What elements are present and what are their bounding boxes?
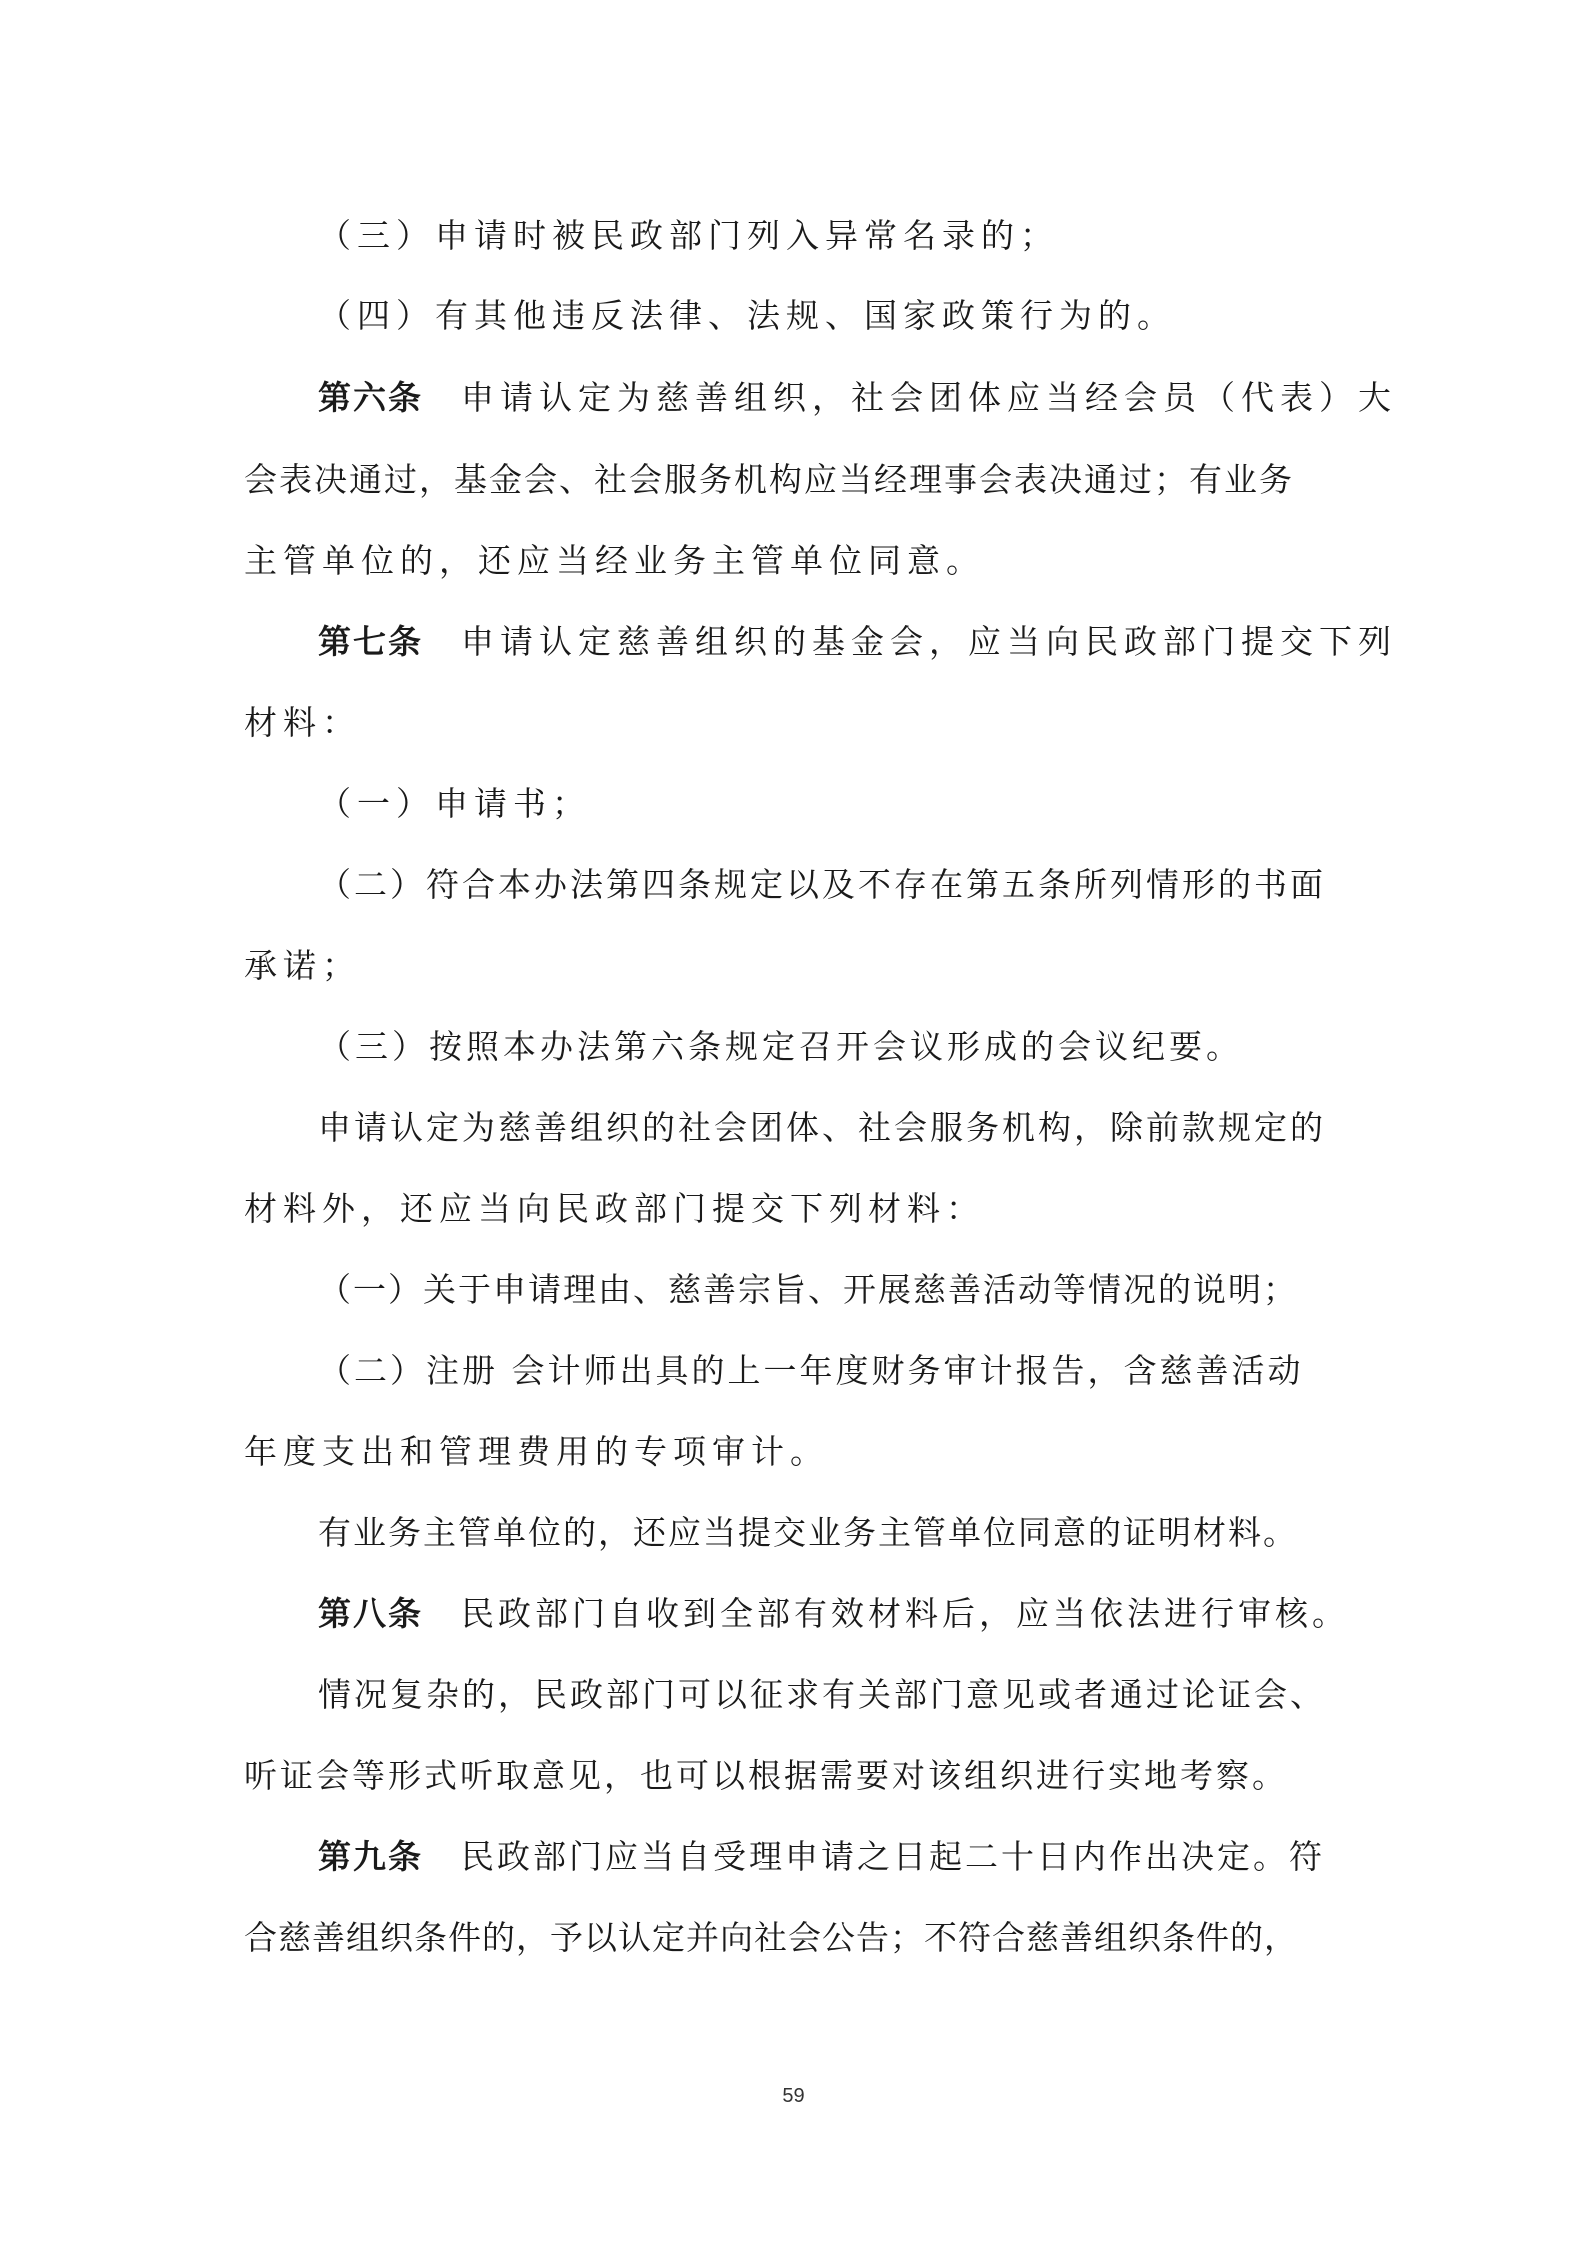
line-text: 情况复杂的，民政部门可以征求有关部门意见或者通过论证会、 [318,1675,1326,1714]
paragraph-line [0,1189,1587,1229]
paragraph-line [0,1756,1587,1796]
article-8-content [318,1594,1349,1634]
line-text: 民政部门应当自受理申请之日起二十日内作出决定。符 [461,1837,1325,1876]
article-8-heading: 第八条 [318,1594,423,1633]
line-text: 申请认定为慈善组织，社会团体应当经会员（代表）大 [461,378,1397,417]
article-6-line [0,378,1587,418]
line-text: 申请认定为慈善组织的社会团体、社会服务机构，除前款规定的 [318,1108,1326,1147]
article-8-line [0,1594,1587,1634]
paragraph-line [0,296,1587,336]
article-9-heading: 第九条 [318,1837,423,1876]
line-text: 听证会等形式听取意见，也可以根据需要对该组织进行实地考察。 [244,1756,1288,1795]
paragraph-line [0,1108,1587,1148]
line-text: （四）有其他违反法律、法规、国家政策行为的。 [318,296,1176,335]
paragraph-line [0,541,1587,581]
article-9-content [318,1837,1325,1877]
paragraph-line [0,946,1587,986]
line-text: 会表决通过，基金会、社会服务机构应当经理事会表决通过；有业务 [244,460,1294,499]
line-text: 有业务主管单位的，还应当提交业务主管单位同意的证明材料。 [318,1513,1298,1552]
article-6-heading: 第六条 [318,378,423,417]
line-text: （二）符合本办法第四条规定以及不存在第五条所列情形的书面 [318,865,1326,904]
line-text: 民政部门自收到全部有效材料后，应当依法进行审核。 [461,1594,1349,1633]
paragraph-line [0,703,1587,743]
paragraph-line [0,865,1587,905]
paragraph-line [0,1675,1587,1715]
paragraph-line [0,216,1587,256]
paragraph-line [0,1432,1587,1472]
line-text: （三）申请时被民政部门列入异常名录的； [318,216,1059,255]
paragraph-line [0,784,1587,824]
line-text: （三）按照本办法第六条规定召开会议形成的会议纪要。 [318,1027,1243,1066]
line-text: 合慈善组织条件的，予以认定并向社会公告；不符合慈善组织条件的， [244,1918,1298,1957]
line-text: （二）注册 会计师出具的上一年度财务审计报告，含慈善活动 [318,1351,1304,1390]
article-7-line [0,622,1587,662]
paragraph-line [0,1270,1587,1310]
article-9-line [0,1837,1587,1877]
line-text: 承诺； [244,946,361,985]
paragraph-line [0,1513,1587,1553]
line-text: 申请认定慈善组织的基金会，应当向民政部门提交下列 [461,622,1397,661]
line-text: 材料： [244,703,361,742]
line-text: 年度支出和管理费用的专项审计。 [244,1432,829,1471]
line-text: （一）关于申请理由、慈善宗旨、开展慈善活动等情况的说明； [318,1270,1298,1309]
page-number: 59 [782,2085,805,2107]
paragraph-line [0,1351,1587,1391]
line-text: （一）申请书； [318,784,591,823]
article-7-content [318,622,1397,662]
article-6-content [318,378,1397,418]
paragraph-line [0,460,1587,500]
paragraph-line [0,1027,1587,1067]
article-7-heading: 第七条 [318,622,423,661]
paragraph-line [0,1918,1587,1958]
line-text: 主管单位的，还应当经业务主管单位同意。 [244,541,985,580]
line-text: 材料外，还应当向民政部门提交下列材料： [244,1189,985,1228]
